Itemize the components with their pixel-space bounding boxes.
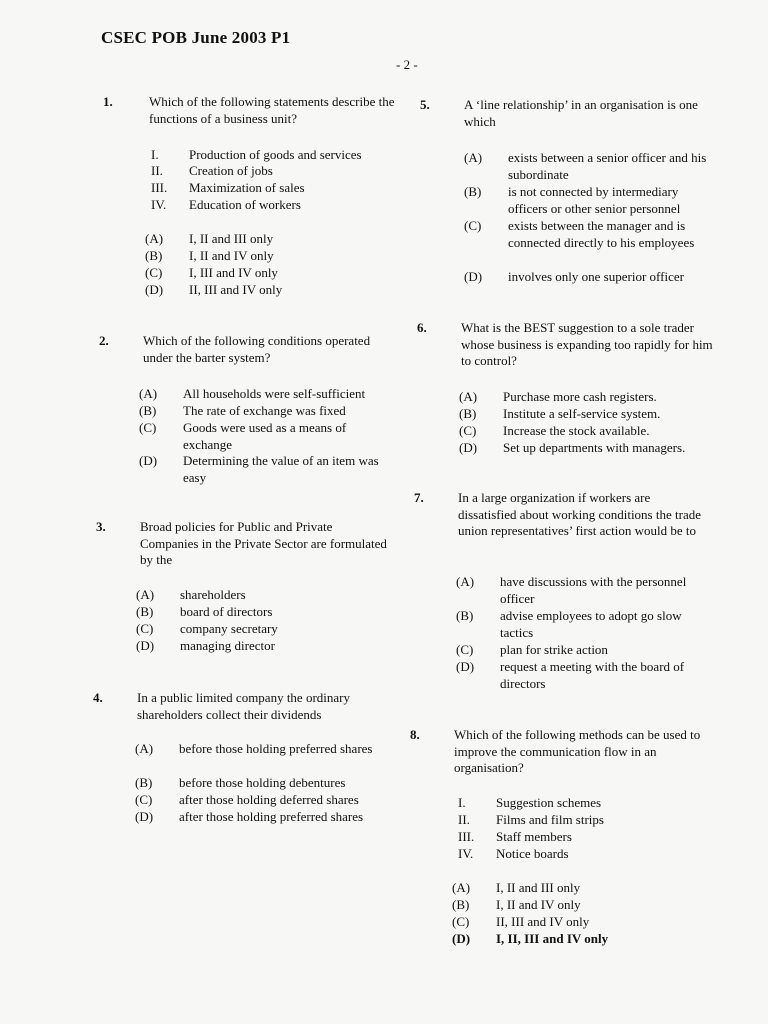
answer-option <box>459 440 685 457</box>
answer-option <box>145 248 274 265</box>
option-text: Determining the value of an item was easy <box>183 453 379 485</box>
option-label: (D) <box>145 282 164 297</box>
question-2 <box>99 333 399 493</box>
answer-option <box>464 150 713 183</box>
answer-option <box>145 282 282 299</box>
roman-text: Films and film strips <box>496 812 604 827</box>
roman-text: Maximization of sales <box>189 180 305 195</box>
question-number: 3. <box>96 519 106 534</box>
question-number: 6. <box>417 320 427 335</box>
option-label: (C) <box>459 423 477 438</box>
option-text: Institute a self-service system. <box>503 406 661 421</box>
option-label: (D) <box>464 269 483 284</box>
answer-option <box>456 642 608 659</box>
option-text: II, III and IV only <box>496 914 590 929</box>
option-label: (A) <box>456 574 475 589</box>
option-label: (C) <box>136 621 154 636</box>
option-text: exists between a senior officer and his subordinate <box>508 150 707 182</box>
option-text: is not connected by intermediary officers or other senior personnel <box>508 184 681 216</box>
roman-label: I. <box>458 795 466 810</box>
question-number: 1. <box>103 94 113 109</box>
answer-option <box>456 659 705 692</box>
option-label: (B) <box>459 406 477 421</box>
answer-option <box>452 914 589 931</box>
option-label: (C) <box>456 642 474 657</box>
question-number: 4. <box>93 690 103 705</box>
question-number: 8. <box>410 727 420 742</box>
answer-option <box>464 184 713 217</box>
answer-option <box>452 880 580 897</box>
answer-option <box>139 403 346 420</box>
question-3 <box>96 519 396 659</box>
roman-item <box>458 795 601 812</box>
question-5 <box>420 97 720 297</box>
question-stem: In a public limited company the ordinary shareholders collect their dividends <box>137 690 350 722</box>
answer-option <box>459 423 650 440</box>
option-text: Goods were used as a means of exchange <box>183 420 347 452</box>
option-text: exists between the manager and is connected directly to his employees <box>508 218 695 250</box>
question-stem: Which of the following conditions operated under the barter system? <box>143 333 371 365</box>
option-label: (C) <box>464 218 482 233</box>
answer-option <box>135 775 345 792</box>
question-stem: Which of the following methods can be used to improve the communication flow in an organisation? <box>454 727 701 775</box>
option-text: I, III and IV only <box>189 265 278 280</box>
option-label: (D) <box>459 440 478 455</box>
page-header-title: CSEC POB June 2003 P1 <box>101 28 291 47</box>
roman-text: Staff members <box>496 829 572 844</box>
option-text: I, II and IV only <box>189 248 274 263</box>
question-stem: Which of the following statements describe the functions of a business unit? <box>149 94 395 126</box>
answer-option <box>459 389 657 406</box>
roman-label: IV. <box>151 197 167 212</box>
page-number: - 2 - <box>396 57 418 72</box>
roman-label: II. <box>151 163 163 178</box>
roman-text: Creation of jobs <box>189 163 273 178</box>
answer-option <box>136 621 278 638</box>
roman-label: II. <box>458 812 470 827</box>
option-label: (D) <box>452 931 471 946</box>
option-label: (B) <box>136 604 154 619</box>
option-label: (C) <box>135 792 153 807</box>
option-label: (B) <box>145 248 163 263</box>
answer-option <box>456 574 705 607</box>
option-text: request a meeting with the board of directors <box>500 659 685 691</box>
option-label: (A) <box>452 880 471 895</box>
roman-label: III. <box>458 829 475 844</box>
roman-item <box>151 163 273 180</box>
option-label: (A) <box>464 150 483 165</box>
option-label: (B) <box>456 608 474 623</box>
option-label: (C) <box>139 420 157 435</box>
answer-option <box>452 897 581 914</box>
answer-option <box>459 406 660 423</box>
option-text: board of directors <box>180 604 273 619</box>
roman-text: Production of goods and services <box>189 147 362 162</box>
roman-item <box>151 197 301 214</box>
roman-label: III. <box>151 180 168 195</box>
option-text: Purchase more cash registers. <box>503 389 657 404</box>
option-label: (B) <box>452 897 470 912</box>
answer-option <box>464 218 713 251</box>
option-label: (A) <box>139 386 158 401</box>
option-text: I, II, III and IV only <box>496 931 609 946</box>
question-6 <box>417 320 717 470</box>
option-label: (B) <box>135 775 153 790</box>
option-text: involves only one superior officer <box>508 269 684 284</box>
question-4 <box>93 690 393 830</box>
option-text: I, II and IV only <box>496 897 581 912</box>
option-label: (A) <box>459 389 478 404</box>
question-stem: What is the BEST suggestion to a sole trader whose business is expanding too rapidly for him to control? <box>461 320 713 368</box>
option-label: (A) <box>135 741 154 756</box>
answer-option <box>135 809 363 826</box>
answer-option <box>136 587 246 604</box>
option-label: (D) <box>139 453 158 468</box>
question-stem: In a large organization if workers are dissatisfied about working conditions the trade union representatives’ first action would be to <box>458 490 701 538</box>
option-label: (C) <box>452 914 470 929</box>
option-text: after those holding preferred shares <box>179 809 364 824</box>
answer-option <box>135 741 379 758</box>
option-label: (B) <box>464 184 482 199</box>
roman-item <box>151 180 305 197</box>
roman-item <box>458 829 572 846</box>
option-text: have discussions with the personnel officer <box>500 574 687 606</box>
option-text: Increase the stock available. <box>503 423 650 438</box>
answer-option <box>145 265 278 282</box>
option-label: (B) <box>139 403 157 418</box>
option-text: The rate of exchange was fixed <box>183 403 346 418</box>
roman-text: Suggestion schemes <box>496 795 602 810</box>
answer-option <box>145 231 273 248</box>
roman-item <box>458 846 569 863</box>
answer-option <box>456 608 705 641</box>
answer-option <box>136 604 272 621</box>
option-text: I, II and III only <box>189 231 274 246</box>
question-stem: Broad policies for Public and Private Companies in the Private Sector are formulated by the <box>140 519 387 567</box>
option-text: shareholders <box>180 587 246 602</box>
option-text: I, II and III only <box>496 880 581 895</box>
option-label: (A) <box>136 587 155 602</box>
option-text: managing director <box>180 638 275 653</box>
roman-item <box>458 812 604 829</box>
roman-text: Notice boards <box>496 846 569 861</box>
answer-option <box>136 638 275 655</box>
option-text: after those holding deferred shares <box>179 792 359 807</box>
option-label: (D) <box>135 809 154 824</box>
answer-option <box>139 386 365 403</box>
option-label: (D) <box>136 638 155 653</box>
question-stem: A ‘line relationship’ in an organisation is one which <box>464 97 698 129</box>
answer-option <box>464 269 713 286</box>
option-text: before those holding preferred shares <box>179 741 373 756</box>
question-number: 2. <box>99 333 109 348</box>
answer-option <box>139 420 393 453</box>
option-label: (D) <box>456 659 475 674</box>
answer-option <box>452 931 608 948</box>
roman-label: I. <box>151 147 159 162</box>
question-1 <box>103 94 403 314</box>
question-number: 5. <box>420 97 430 112</box>
option-text: Set up departments with managers. <box>503 440 686 455</box>
option-text: II, III and IV only <box>189 282 283 297</box>
option-label: (C) <box>145 265 163 280</box>
option-text: advise employees to adopt go slow tactics <box>500 608 682 640</box>
answer-option <box>139 453 393 486</box>
question-8 <box>410 727 720 957</box>
question-number: 7. <box>414 490 424 505</box>
option-text: before those holding debentures <box>179 775 346 790</box>
roman-text: Education of workers <box>189 197 301 212</box>
roman-label: IV. <box>458 846 474 861</box>
option-text: All households were self-sufficient <box>183 386 366 401</box>
option-text: plan for strike action <box>500 642 608 657</box>
question-7 <box>414 490 714 700</box>
roman-item <box>151 147 362 164</box>
option-label: (A) <box>145 231 164 246</box>
option-text: company secretary <box>180 621 278 636</box>
answer-option <box>135 792 359 809</box>
